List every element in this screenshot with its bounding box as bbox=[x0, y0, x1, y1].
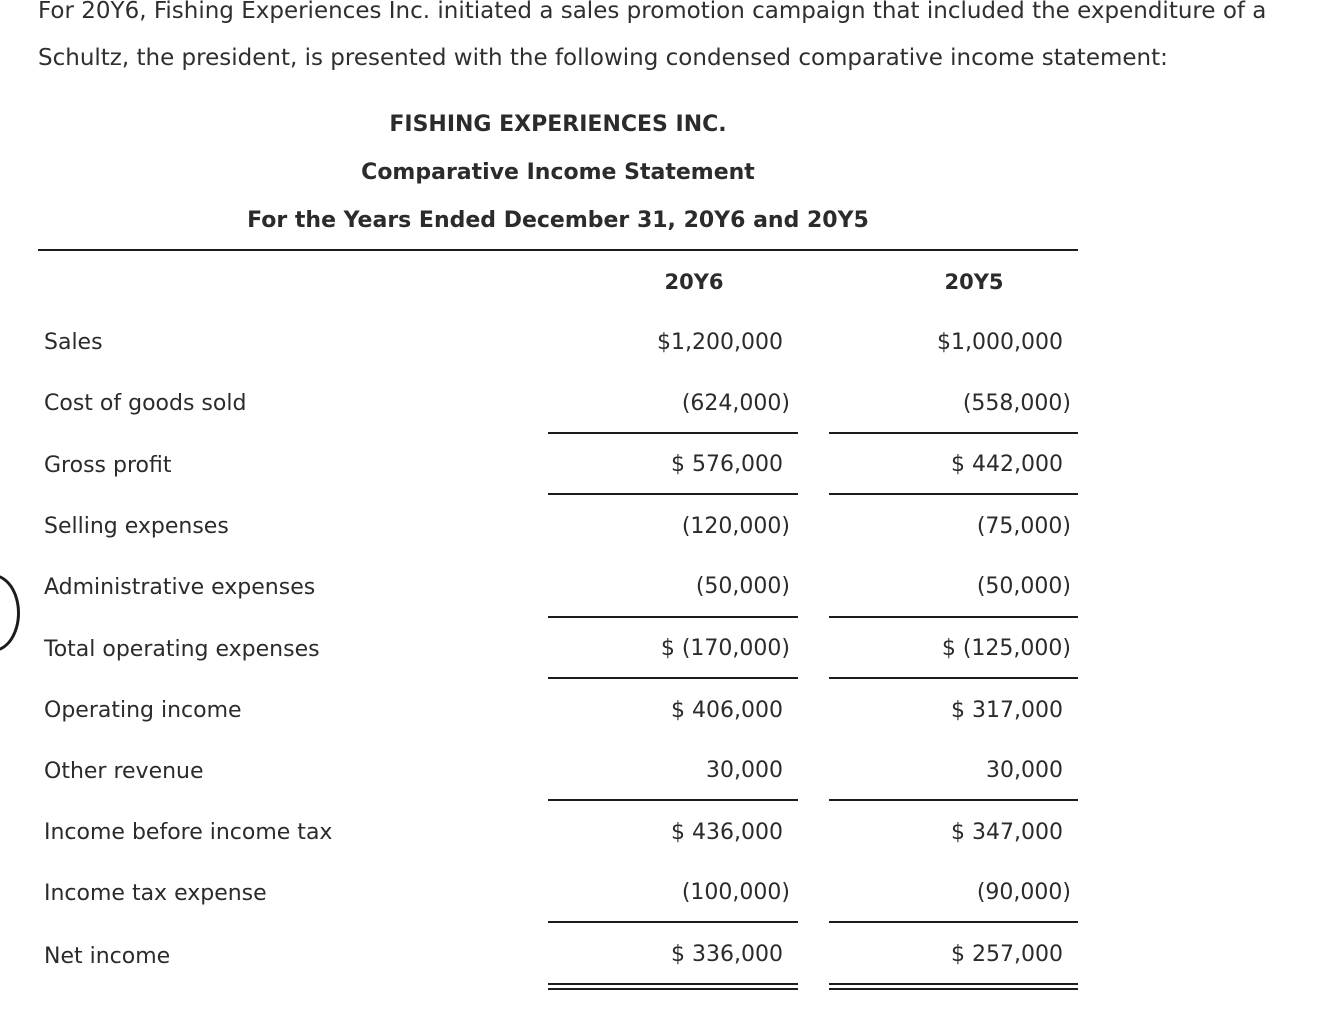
row-label-sales: Sales bbox=[44, 330, 103, 355]
total-operating-expenses-20y5: $ (125,000) bbox=[941, 636, 1071, 661]
subtotal-rule bbox=[548, 432, 798, 434]
selling-expenses-20y5: (75,000) bbox=[976, 514, 1071, 539]
administrative-expenses-20y6: (50,000) bbox=[695, 574, 790, 599]
sales-20y5: $1,000,000 bbox=[937, 330, 1063, 355]
subtotal-rule bbox=[548, 616, 798, 618]
subtotal-rule bbox=[829, 493, 1078, 495]
subtotal-rule bbox=[829, 677, 1078, 679]
total-double-rule-lower bbox=[548, 988, 798, 990]
cost-of-goods-sold-20y6: (624,000) bbox=[681, 391, 790, 416]
row-label-cost-of-goods-sold: Cost of goods sold bbox=[44, 391, 247, 416]
row-label-selling-expenses: Selling expenses bbox=[44, 514, 229, 539]
header-rule bbox=[38, 249, 1078, 251]
income-before-income-tax-20y6: $ 436,000 bbox=[671, 820, 783, 845]
operating-income-20y5: $ 317,000 bbox=[951, 698, 1063, 723]
row-label-total-operating-expenses: Total operating expenses bbox=[44, 637, 320, 662]
company-name: FISHING EXPERIENCES INC. bbox=[389, 112, 727, 137]
other-revenue-20y5: 30,000 bbox=[986, 758, 1063, 783]
cost-of-goods-sold-20y5: (558,000) bbox=[962, 391, 1071, 416]
total-operating-expenses-20y6: $ (170,000) bbox=[660, 636, 790, 661]
total-double-rule-upper bbox=[829, 983, 1078, 985]
operating-income-20y6: $ 406,000 bbox=[671, 698, 783, 723]
income-tax-expense-20y5: (90,000) bbox=[976, 880, 1071, 905]
net-income-20y5: $ 257,000 bbox=[951, 942, 1063, 967]
gross-profit-20y5: $ 442,000 bbox=[951, 452, 1063, 477]
row-label-administrative-expenses: Administrative expenses bbox=[44, 575, 316, 600]
total-double-rule-upper bbox=[548, 983, 798, 985]
statement-title: Comparative Income Statement bbox=[361, 160, 755, 185]
selling-expenses-20y6: (120,000) bbox=[681, 514, 790, 539]
subtotal-rule bbox=[548, 921, 798, 923]
subtotal-rule bbox=[829, 799, 1078, 801]
row-label-gross-profit: Gross profit bbox=[44, 453, 172, 478]
sales-20y6: $1,200,000 bbox=[657, 330, 783, 355]
intro-text-line-1: For 20Y6, Fishing Experiences Inc. initiated a sales promotion campaign that included the expenditure of a bbox=[38, 0, 1267, 24]
row-label-income-tax-expense: Income tax expense bbox=[44, 881, 267, 906]
intro-text-line-2: Schultz, the president, is presented with the following condensed comparative income statement: bbox=[38, 45, 1168, 71]
row-label-net-income: Net income bbox=[44, 944, 171, 969]
gross-profit-20y6: $ 576,000 bbox=[671, 452, 783, 477]
subtotal-rule bbox=[548, 677, 798, 679]
row-label-other-revenue: Other revenue bbox=[44, 759, 204, 784]
column-header-20y6: 20Y6 bbox=[664, 270, 724, 294]
net-income-20y6: $ 336,000 bbox=[671, 942, 783, 967]
income-before-income-tax-20y5: $ 347,000 bbox=[951, 820, 1063, 845]
administrative-expenses-20y5: (50,000) bbox=[976, 574, 1071, 599]
page-edge-parenthesis-icon bbox=[0, 574, 20, 652]
subtotal-rule bbox=[548, 799, 798, 801]
row-label-operating-income: Operating income bbox=[44, 698, 242, 723]
other-revenue-20y6: 30,000 bbox=[706, 758, 783, 783]
row-label-income-before-income-tax: Income before income tax bbox=[44, 820, 333, 845]
income-tax-expense-20y6: (100,000) bbox=[681, 880, 790, 905]
subtotal-rule bbox=[548, 493, 798, 495]
subtotal-rule bbox=[829, 432, 1078, 434]
column-header-20y5: 20Y5 bbox=[944, 270, 1004, 294]
subtotal-rule bbox=[829, 616, 1078, 618]
statement-period: For the Years Ended December 31, 20Y6 and 20Y5 bbox=[247, 208, 869, 233]
subtotal-rule bbox=[829, 921, 1078, 923]
total-double-rule-lower bbox=[829, 988, 1078, 990]
